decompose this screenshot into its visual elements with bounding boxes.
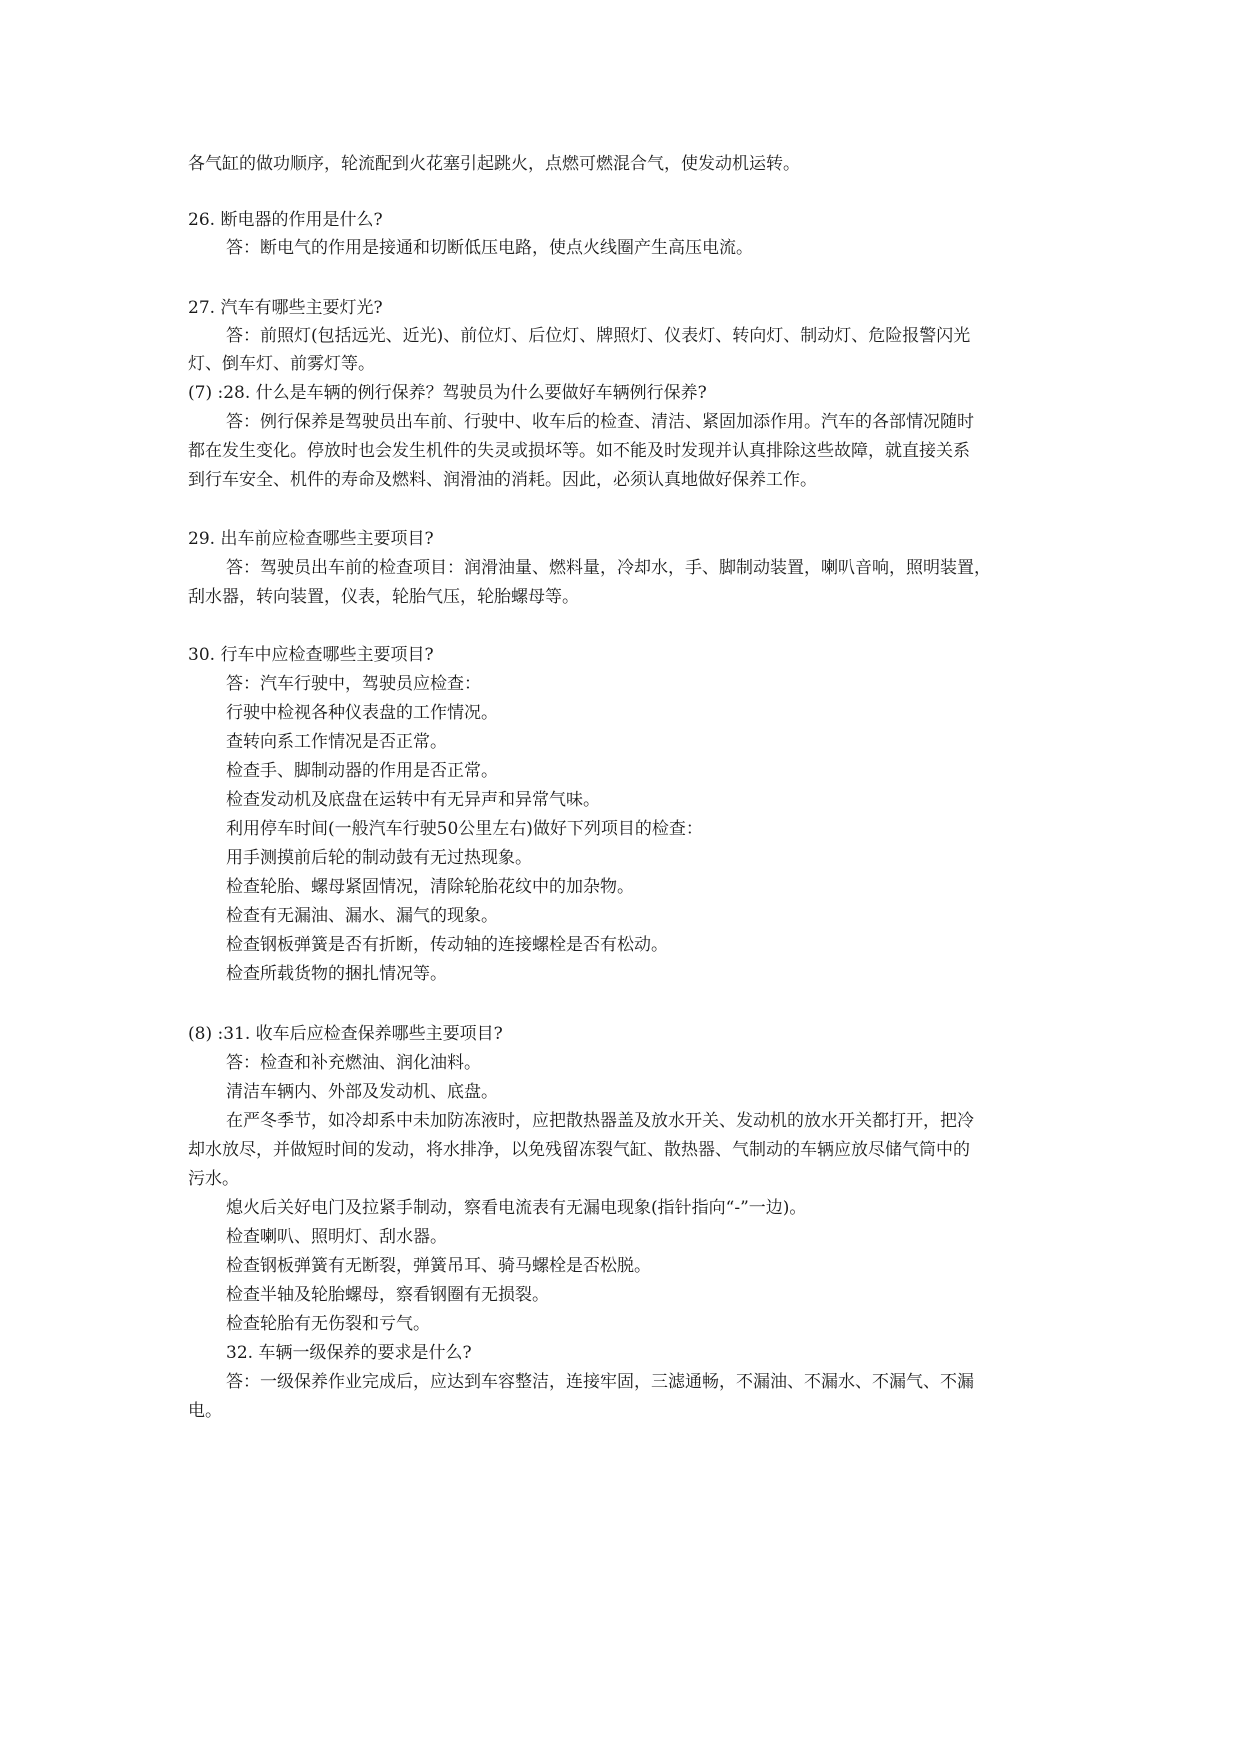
text-line: 灯、倒车灯、前雾灯等。	[188, 354, 375, 374]
answer-line: 答：断电气的作用是接通和切断低压电路，使点火线圈产生高压电流。	[226, 238, 753, 258]
list-item: 检查有无漏油、漏水、漏气的现象。	[226, 906, 498, 926]
question-heading: 26. 断电器的作用是什么?	[188, 210, 383, 230]
answer-line: 答：驾驶员出车前的检查项目：润滑油量、燃料量，冷却水，手、脚制动装置，喇叭音响，照明装置，	[226, 558, 991, 578]
list-item: 在严冬季节，如冷却系中未加防冻液时，应把散热器盖及放水开关、发动机的放水开关都打开，把冷	[226, 1111, 974, 1131]
list-item: 检查钢板弹簧是否有折断，传动轴的连接螺栓是否有松动。	[226, 935, 668, 955]
answer-line: 答：检查和补充燃油、润化油料。	[226, 1053, 481, 1073]
list-item: 检查轮胎、螺母紧固情况，清除轮胎花纹中的加杂物。	[226, 877, 634, 897]
question-heading: 30. 行车中应检查哪些主要项目?	[188, 645, 434, 665]
list-item: 检查轮胎有无伤裂和亏气。	[226, 1314, 430, 1334]
question-heading: (8) :31. 收车后应检查保养哪些主要项目?	[188, 1024, 503, 1044]
text-line: 都在发生变化。停放时也会发生机件的失灵或损坏等。如不能及时发现并认真排除这些故障，就直接关系	[188, 441, 970, 461]
list-item: 检查所载货物的捆扎情况等。	[226, 964, 447, 984]
list-item: 检查喇叭、照明灯、刮水器。	[226, 1227, 447, 1247]
text-line: 电。	[188, 1401, 222, 1421]
text-line: 各气缸的做功顺序，轮流配到火花塞引起跳火，点燃可燃混合气，使发动机运转。	[188, 154, 800, 174]
list-item: 查转向系工作情况是否正常。	[226, 732, 447, 752]
list-item: 清洁车辆内、外部及发动机、底盘。	[226, 1082, 498, 1102]
question-heading: (7) :28. 什么是车辆的例行保养？驾驶员为什么要做好车辆例行保养?	[188, 383, 707, 403]
text-line: 却水放尽，并做短时间的发动，将水排净，以免残留冻裂气缸、散热器、气制动的车辆应放尽储气筒中的	[188, 1140, 970, 1160]
list-item: 检查钢板弹簧有无断裂，弹簧吊耳、骑马螺栓是否松脱。	[226, 1256, 651, 1276]
text-line: 刮水器，转向装置，仪表，轮胎气压，轮胎螺母等。	[188, 587, 579, 607]
list-item: 检查半轴及轮胎螺母，察看钢圈有无损裂。	[226, 1285, 549, 1305]
list-item: 用手测摸前后轮的制动鼓有无过热现象。	[226, 848, 532, 868]
question-heading: 32. 车辆一级保养的要求是什么?	[226, 1343, 472, 1363]
answer-line: 答：例行保养是驾驶员出车前、行驶中、收车后的检查、清洁、紧固加添作用。汽车的各部情况随时	[226, 412, 974, 432]
list-item: 利用停车时间(一般汽车行驶50公里左右)做好下列项目的检查：	[226, 819, 703, 839]
list-item: 熄火后关好电门及拉紧手制动，察看电流表有无漏电现象(指针指向“-”一边)。	[226, 1198, 807, 1218]
question-heading: 29. 出车前应检查哪些主要项目?	[188, 529, 434, 549]
list-item: 行驶中检视各种仪表盘的工作情况。	[226, 703, 498, 723]
list-item: 检查手、脚制动器的作用是否正常。	[226, 761, 498, 781]
text-line: 污水。	[188, 1169, 239, 1189]
list-item: 检查发动机及底盘在运转中有无异声和异常气味。	[226, 790, 600, 810]
answer-line: 答：前照灯(包括远光、近光)、前位灯、后位灯、牌照灯、仪表灯、转向灯、制动灯、危险报警闪光	[226, 326, 971, 346]
answer-line: 答：汽车行驶中，驾驶员应检查：	[226, 674, 481, 694]
question-heading: 27. 汽车有哪些主要灯光?	[188, 298, 383, 318]
answer-line: 答：一级保养作业完成后，应达到车容整洁，连接牢固，三滤通畅，不漏油、不漏水、不漏气、不漏	[226, 1372, 974, 1392]
text-line: 到行车安全、机件的寿命及燃料、润滑油的消耗。因此，必须认真地做好保养工作。	[188, 470, 817, 490]
